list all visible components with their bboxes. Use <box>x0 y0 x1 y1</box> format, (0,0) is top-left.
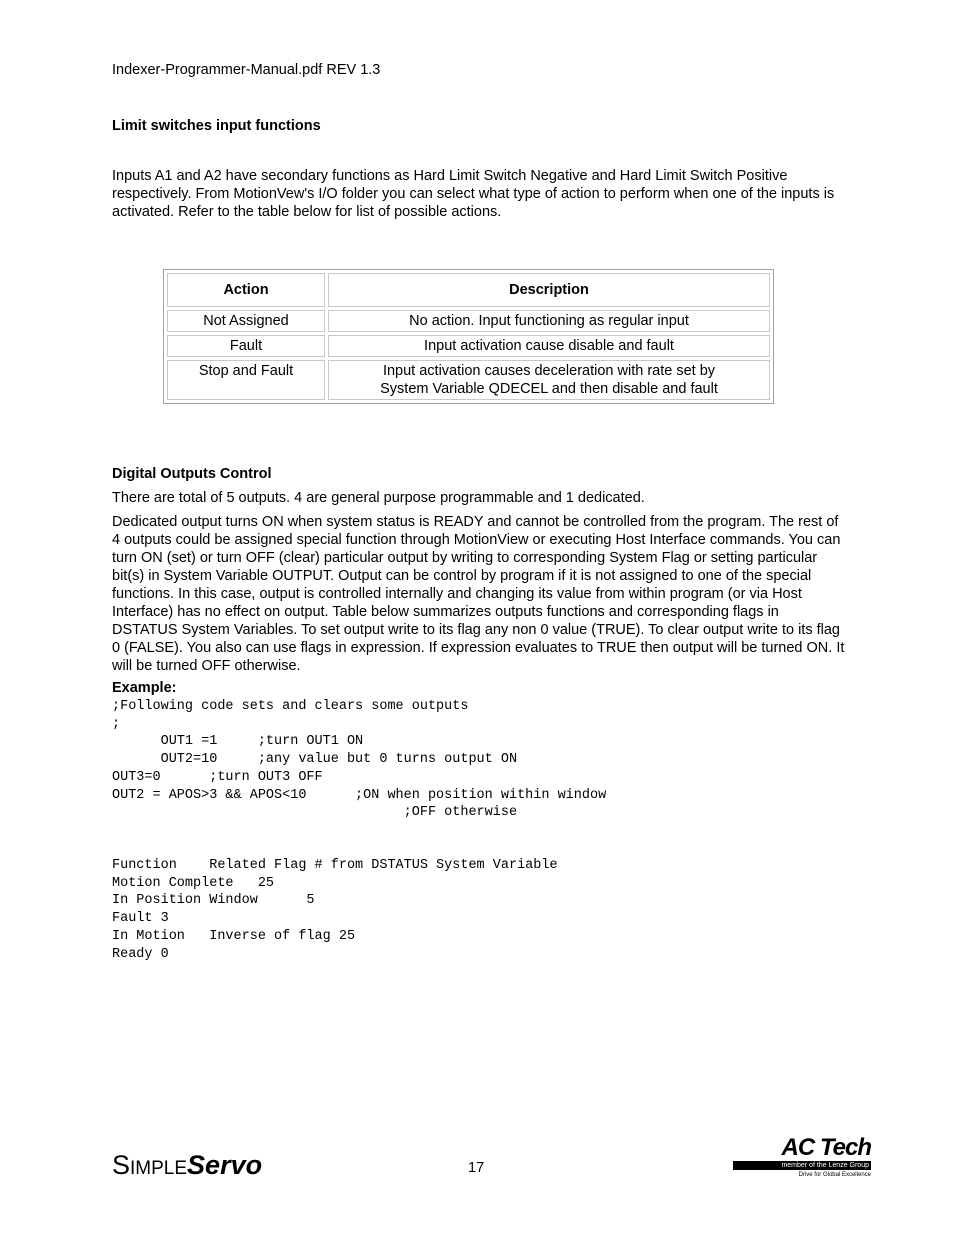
section-heading-limit-switches: Limit switches input functions <box>112 118 321 134</box>
table-cell-action: Fault <box>167 335 325 357</box>
outputs-intro-paragraph: There are total of 5 outputs. 4 are general purpose programmable and 1 dedicated. <box>112 490 645 506</box>
logo-simple-rest: IMPLE <box>130 1158 188 1179</box>
table-header-action: Action <box>167 273 325 307</box>
example-code-block: ;Following code sets and clears some outputs ; OUT1 =1 ;turn OUT1 ON OUT2=10 ;any value but 0 turns output ON OUT3=0 ;turn OUT3 OFF OUT2 = APOS>3 && APOS<10 ;ON when position within window ;OFF otherwise <box>112 699 607 821</box>
actions-table <box>163 269 774 404</box>
table-cell-action: Not Assigned <box>167 310 325 332</box>
table-header-description: Description <box>328 273 770 307</box>
simpleservo-logo <box>112 1150 262 1181</box>
limit-switches-paragraph: Inputs A1 and A2 have secondary functions as Hard Limit Switch Negative and Hard Limit Switch Positive respectively. From MotionVew's I/O folder you can select what type of action to perform when one of the inputs is activated. Refer to the table below for list of possible actions. <box>112 168 835 220</box>
page-number: 17 <box>468 1160 485 1176</box>
table-cell-action: Stop and Fault <box>167 360 325 400</box>
page-header: Indexer-Programmer-Manual.pdf REV 1.3 <box>112 62 381 78</box>
flags-table-text: Function Related Flag # from DSTATUS System Variable Motion Complete 25 In Position Window 5 Fault 3 In Motion Inverse of flag 25 Ready 0 <box>112 858 558 962</box>
actech-name: AC Tech <box>781 1134 871 1161</box>
example-label: Example: <box>112 680 177 696</box>
actech-logo <box>733 1136 871 1180</box>
table-row <box>167 335 770 357</box>
actech-member-bar: member of the Lenze Group <box>733 1161 871 1170</box>
table-cell-description: Input activation causes deceleration with rate set by System Variable QDECEL and then disable and fault <box>328 360 770 400</box>
table-row <box>167 360 770 400</box>
table-header-row <box>167 273 770 307</box>
table-cell-description: No action. Input functioning as regular input <box>328 310 770 332</box>
table-cell-description: Input activation cause disable and fault <box>328 335 770 357</box>
logo-servo: Servo <box>187 1150 263 1180</box>
logo-simple-initial: S <box>112 1150 131 1180</box>
table-row <box>167 310 770 332</box>
actech-tagline: Drive for Global Excellence <box>798 1172 871 1178</box>
section-heading-digital-outputs: Digital Outputs Control <box>112 466 272 482</box>
outputs-description-paragraph: Dedicated output turns ON when system status is READY and cannot be controlled from the program. The rest of 4 outputs could be assigned special function through MotionView or executing Host Interface commands. You can turn ON (set) or turn OFF (clear) particular output by writing to corresponding System Flag or setting particular bit(s) in System Variable OUTPUT. Output can be control by program if it is not assigned to one of the special functions. In this case, output is controlled internally and changing its value from within program (or via Host Interface) has no effect on output. Table below summarizes outputs functions and corresponding flags in DSTATUS System Variables. To set output write to its flag any non 0 value (TRUE). To clear output write to its flag 0 (FALSE). You also can use flags in expression. If expression evaluates to TRUE then output will be turned ON. It will be turned OFF otherwise. <box>112 514 845 674</box>
